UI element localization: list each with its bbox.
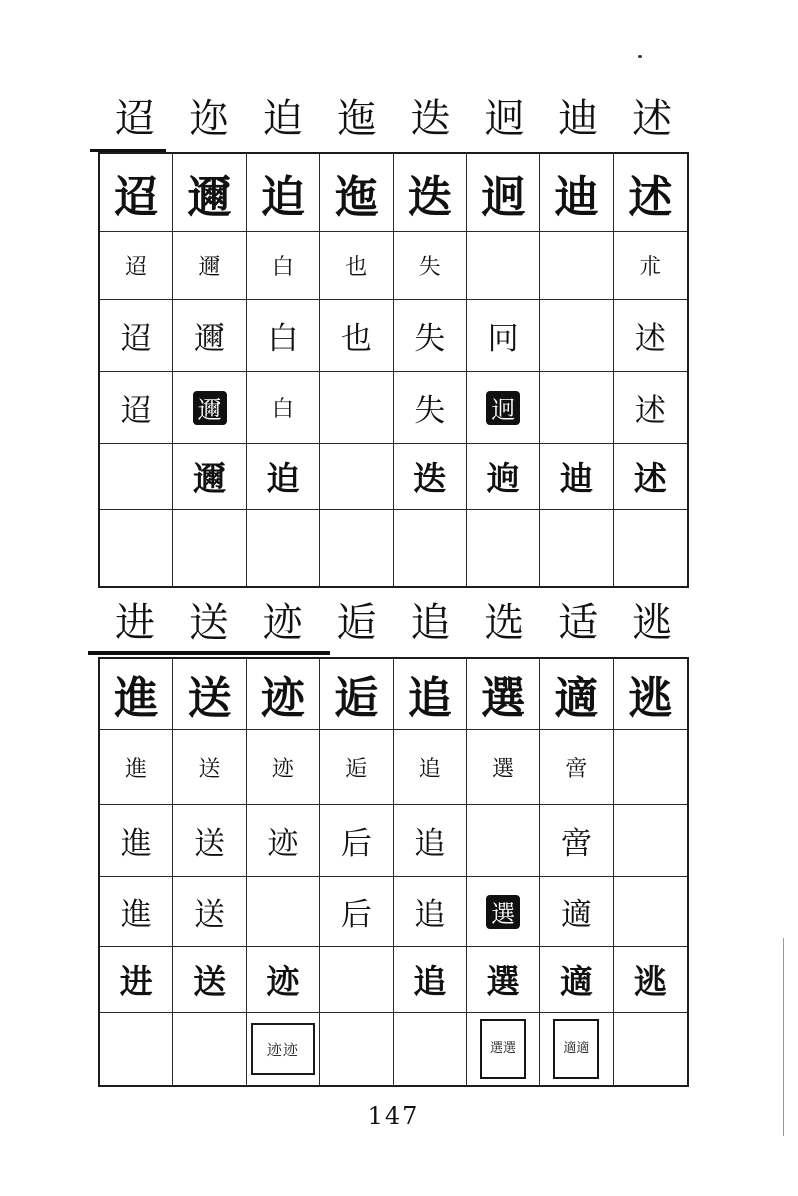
header-char: 迪 — [558, 96, 599, 142]
top-table-headers — [98, 94, 689, 144]
glyph-med: 追 — [394, 805, 467, 877]
glyph-small: 白 — [247, 372, 320, 444]
seal-impression: 迥 — [486, 391, 520, 425]
grid-cell — [394, 510, 467, 586]
glyph-med: 述 — [614, 372, 687, 444]
grid-cell — [614, 510, 687, 586]
grid-cell — [467, 877, 540, 947]
glyph-reg: 迭 — [394, 444, 467, 510]
grid-cell — [320, 947, 393, 1013]
grid-cell — [394, 1013, 467, 1085]
glyph-seal: 適 — [540, 659, 613, 730]
glyph-med: 迢 — [100, 300, 173, 372]
glyph-reg: 追 — [394, 947, 467, 1013]
grid-cell — [540, 510, 613, 586]
glyph-reg: 进 — [100, 947, 173, 1013]
glyph-seal: 追 — [394, 659, 467, 730]
glyph-med: 也 — [320, 300, 393, 372]
glyph-reg: 逈 — [467, 444, 540, 510]
bottom-character-forms-table — [98, 657, 689, 1087]
header-char: 进 — [114, 600, 155, 646]
bottom-table-headers — [98, 598, 689, 648]
seal-impression: 選 — [486, 895, 520, 929]
glyph-small: 失 — [394, 232, 467, 300]
glyph-reg: 送 — [173, 947, 246, 1013]
grid-cell — [173, 510, 246, 586]
grid-cell — [614, 730, 687, 805]
glyph-small: 朮 — [614, 232, 687, 300]
grid-cell — [614, 877, 687, 947]
scan-speck — [638, 55, 642, 58]
glyph-seal: 迭 — [394, 154, 467, 232]
grid-cell — [320, 510, 393, 586]
glyph-med: 送 — [173, 805, 246, 877]
glyph-small: 邇 — [173, 232, 246, 300]
glyph-seal: 逃 — [614, 659, 687, 730]
glyph-small: 逅 — [320, 730, 393, 805]
header-char: 迹 — [262, 600, 303, 646]
header-char: 迤 — [336, 96, 377, 142]
grid-cell — [467, 232, 540, 300]
grid-cell — [467, 1013, 540, 1085]
glyph-seal: 迹 — [247, 659, 320, 730]
seal-impression: 迹迹 — [251, 1023, 315, 1075]
glyph-seal: 迪 — [540, 154, 613, 232]
glyph-med: 邇 — [173, 300, 246, 372]
header-char: 适 — [558, 600, 599, 646]
glyph-med: 白 — [247, 300, 320, 372]
glyph-seal: 選 — [467, 659, 540, 730]
grid-cell — [247, 510, 320, 586]
seal-impression: 適適 — [553, 1019, 599, 1079]
glyph-med: 啻 — [540, 805, 613, 877]
grid-cell — [100, 444, 173, 510]
page-number: 147 — [367, 1102, 420, 1130]
header-char: 迩 — [188, 96, 229, 142]
glyph-small: 進 — [100, 730, 173, 805]
seal-impression: 選選 — [480, 1019, 526, 1079]
glyph-med: 進 — [100, 805, 173, 877]
scan-edge-line — [783, 938, 784, 1136]
header-char: 迢 — [114, 96, 155, 142]
header-char: 迥 — [484, 96, 525, 142]
grid-cell — [467, 510, 540, 586]
header-char: 逅 — [336, 600, 377, 646]
glyph-small: 也 — [320, 232, 393, 300]
glyph-med: 冋 — [467, 300, 540, 372]
scan-border-smudge — [88, 651, 330, 655]
grid-cell — [247, 877, 320, 947]
glyph-med: 迹 — [247, 805, 320, 877]
header-char: 选 — [484, 600, 525, 646]
glyph-reg: 迪 — [540, 444, 613, 510]
grid-cell — [540, 372, 613, 444]
grid-cell — [173, 1013, 246, 1085]
glyph-seal: 述 — [614, 154, 687, 232]
grid-cell — [100, 1013, 173, 1085]
glyph-reg: 述 — [614, 444, 687, 510]
grid-cell — [320, 372, 393, 444]
glyph-med: 述 — [614, 300, 687, 372]
glyph-small: 迹 — [247, 730, 320, 805]
glyph-small: 追 — [394, 730, 467, 805]
glyph-seal: 迤 — [320, 154, 393, 232]
glyph-reg: 適 — [540, 947, 613, 1013]
glyph-seal: 進 — [100, 659, 173, 730]
glyph-med: 后 — [320, 805, 393, 877]
grid-cell — [467, 805, 540, 877]
glyph-med: 進 — [100, 877, 173, 947]
grid-cell — [540, 300, 613, 372]
glyph-reg: 迹 — [247, 947, 320, 1013]
glyph-small: 迢 — [100, 232, 173, 300]
glyph-seal: 迫 — [247, 154, 320, 232]
glyph-seal: 逅 — [320, 659, 393, 730]
header-char: 逃 — [632, 600, 673, 646]
grid-cell — [247, 1013, 320, 1085]
top-character-forms-table — [98, 152, 689, 588]
glyph-small: 白 — [247, 232, 320, 300]
glyph-seal: 送 — [173, 659, 246, 730]
grid-cell — [100, 510, 173, 586]
grid-cell — [173, 372, 246, 444]
glyph-seal: 迥 — [467, 154, 540, 232]
glyph-med: 適 — [540, 877, 613, 947]
grid-cell — [467, 372, 540, 444]
header-char: 迫 — [262, 96, 303, 142]
glyph-seal: 邇 — [173, 154, 246, 232]
glyph-med: 送 — [173, 877, 246, 947]
header-char: 述 — [632, 96, 673, 142]
header-char: 追 — [410, 600, 451, 646]
grid-cell — [320, 1013, 393, 1085]
glyph-med: 失 — [394, 372, 467, 444]
grid-cell — [540, 1013, 613, 1085]
glyph-small: 送 — [173, 730, 246, 805]
grid-cell — [540, 232, 613, 300]
grid-cell — [320, 444, 393, 510]
grid-cell — [614, 805, 687, 877]
glyph-med: 追 — [394, 877, 467, 947]
glyph-med: 迢 — [100, 372, 173, 444]
glyph-reg: 迫 — [247, 444, 320, 510]
header-char: 迭 — [410, 96, 451, 142]
glyph-small: 選 — [467, 730, 540, 805]
glyph-reg: 逃 — [614, 947, 687, 1013]
header-char: 送 — [188, 600, 229, 646]
glyph-med: 后 — [320, 877, 393, 947]
seal-impression: 邇 — [193, 391, 227, 425]
glyph-reg: 邇 — [173, 444, 246, 510]
glyph-reg: 選 — [467, 947, 540, 1013]
glyph-seal: 迢 — [100, 154, 173, 232]
glyph-med: 失 — [394, 300, 467, 372]
glyph-small: 啻 — [540, 730, 613, 805]
grid-cell — [614, 1013, 687, 1085]
